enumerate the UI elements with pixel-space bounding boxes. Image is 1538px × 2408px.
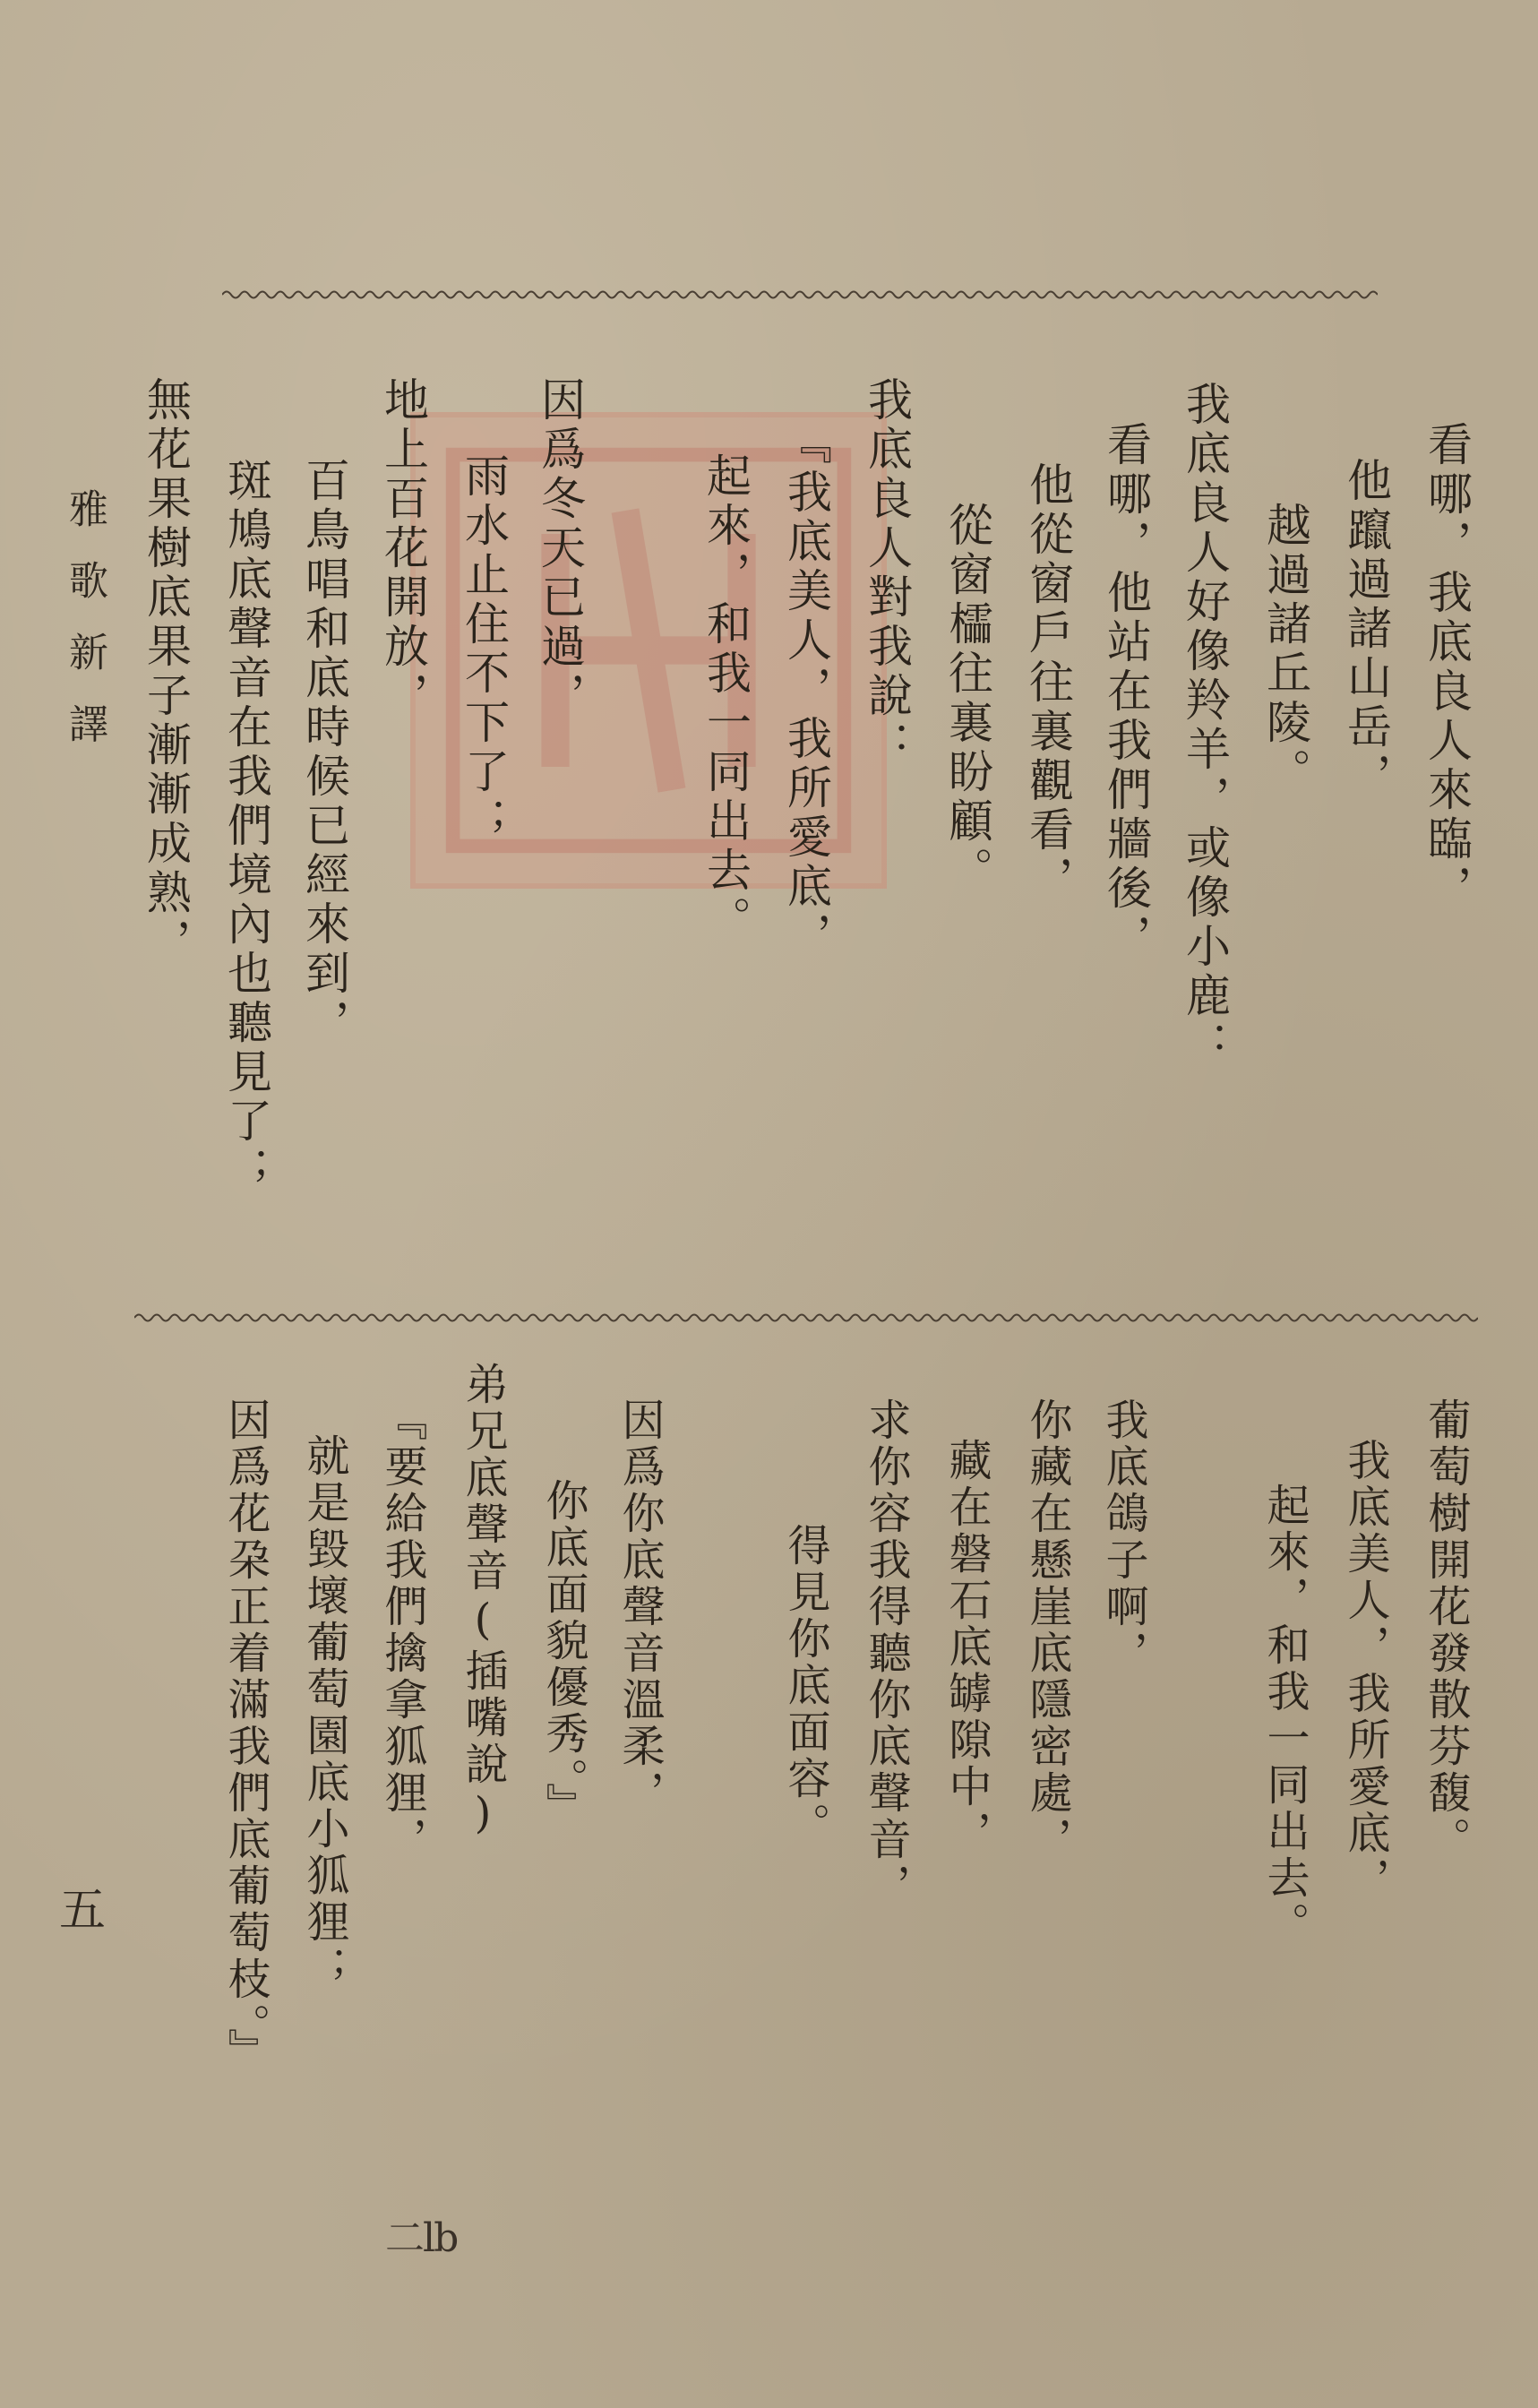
- verse-line: 就是毀壞葡萄園底小狐狸；: [299, 1433, 349, 1992]
- page-number: 五: [59, 1884, 107, 1938]
- verse-line: 我底良人好像羚羊，或像小鹿：: [1179, 381, 1231, 1071]
- verse-line: 你藏在懸崖底隱密處，: [1022, 1398, 1072, 1863]
- verse-line: 看哪，他站在我們牆後，: [1100, 421, 1152, 963]
- verse-line: 斑鳩底聲音在我們境內也聽見了；: [220, 457, 272, 1196]
- verse-line: 百鳥唱和底時候已經來到，: [298, 457, 350, 1048]
- verse-line: 我底鴿子啊，: [1098, 1398, 1148, 1677]
- verse-line: 『我底美人，我所愛底，: [780, 419, 832, 961]
- verse-line: 我底美人，我所愛底，: [1340, 1438, 1390, 1904]
- verse-line: 雨水止住不下了；: [458, 452, 510, 847]
- verse-line: 求你容我得聽你底聲音，: [861, 1398, 911, 1910]
- verse-line: 藏在磐石底罅隙中，: [941, 1438, 992, 1857]
- verse-line: 他躥過諸山岳，: [1340, 457, 1392, 802]
- verse-line: 無花果樹底果子漸漸成熟，: [140, 376, 192, 968]
- verse-line: 我底良人對我說：: [861, 376, 913, 770]
- lower-wavy-divider: [134, 1312, 1478, 1324]
- verse-line: 葡萄樹開花發散芬馥。: [1421, 1398, 1471, 1863]
- verse-line: 你底面貌優秀。』: [538, 1478, 589, 1829]
- verse-line: 因爲花朶正着滿我們底葡萄枝。』: [220, 1398, 271, 2075]
- folio-number: 二lb: [385, 2215, 458, 2261]
- verse-line: 得見你底面容。: [780, 1523, 830, 1849]
- verse-line: 越過諸丘陵。: [1259, 502, 1311, 797]
- verse-line: 地上百花開放，: [377, 376, 429, 721]
- verse-line: 『要給我們擒拿狐狸，: [377, 1398, 427, 1863]
- verse-line: 弟兄底聲音(插嘴說): [458, 1362, 508, 1842]
- verse-line: 他從窗戶往裏觀看，: [1022, 461, 1074, 905]
- verse-line: 起來，和我一同出去。: [1259, 1483, 1310, 1948]
- running-head: 雅歌新譯: [62, 488, 107, 775]
- verse-line: 起來，和我一同出去。: [700, 452, 752, 945]
- verse-line: 看哪，我底良人來臨，: [1421, 421, 1473, 914]
- verse-line: 因爲冬天已過，: [534, 376, 586, 721]
- verse-line: 從窗櫺往裏盼顧。: [941, 502, 993, 896]
- verse-line: 因爲你底聲音溫柔，: [614, 1398, 665, 1817]
- upper-wavy-divider: [222, 288, 1378, 301]
